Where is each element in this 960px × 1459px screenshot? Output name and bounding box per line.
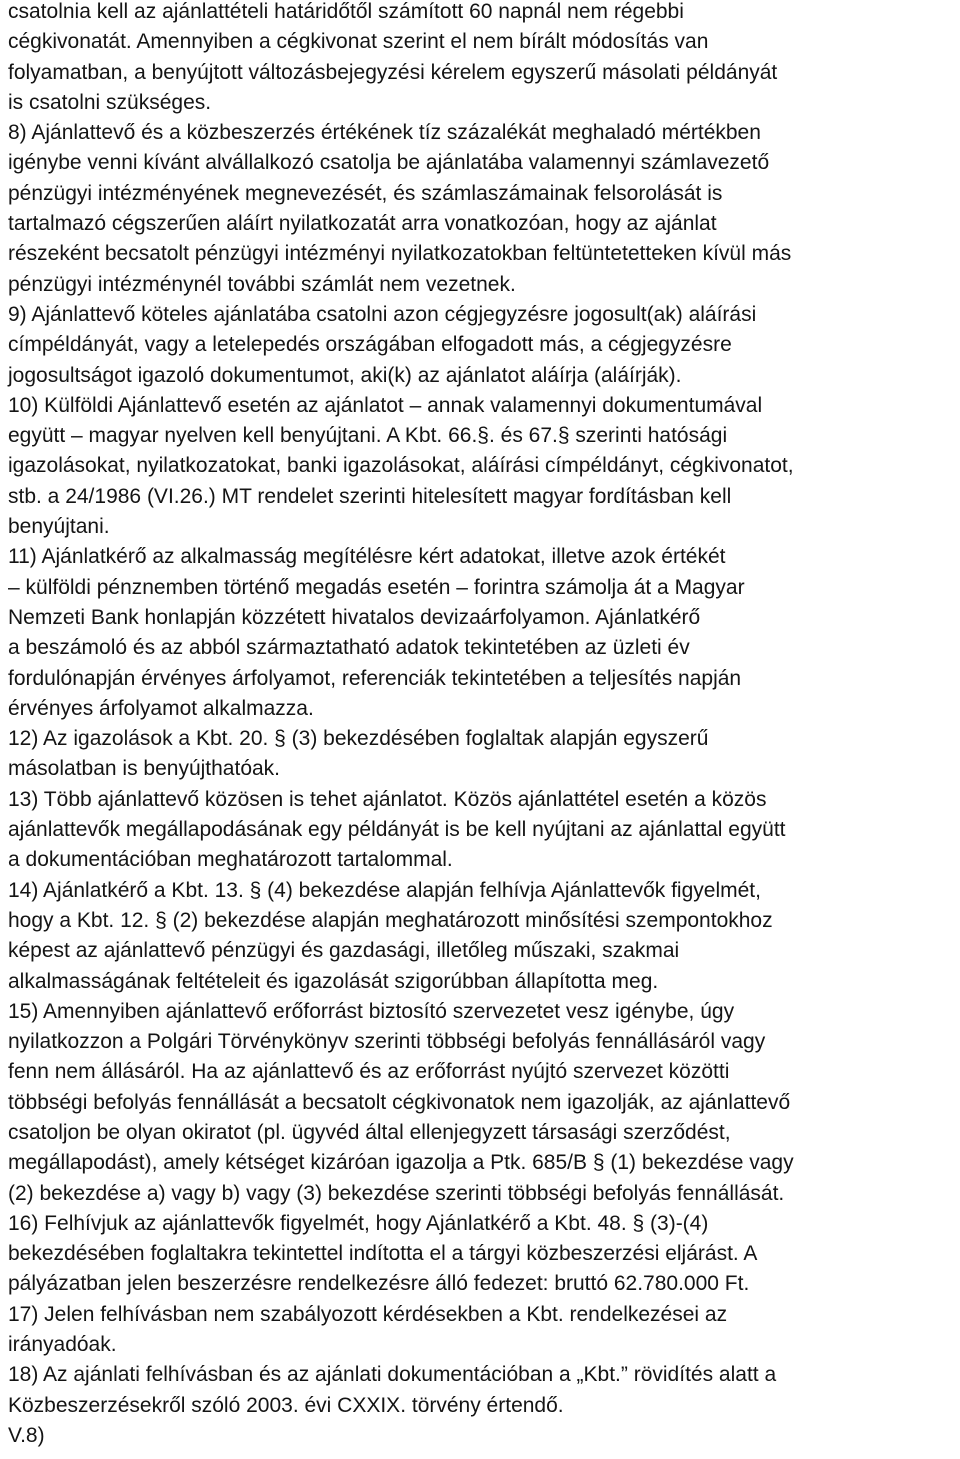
text-line: tartalmazó cégszerűen aláírt nyilatkozatát arra vonatkozóan, hogy az ajánlat [8,212,717,236]
text-line: alkalmasságának feltételeit és igazolását szigorúbban állapította meg. [8,969,659,993]
text-line: Nemzeti Bank honlapján közzétett hivatalos devizaárfolyamon. Ajánlatkérő [8,605,701,629]
item-13-line: 13) Több ajánlattevő közösen is tehet ajánlatot. Közös ajánlattétel esetén a közös [8,787,767,811]
section-heading: V.8) [8,1423,45,1447]
item-9-line: 9) Ajánlattevő köteles ajánlatába csatolni azon cégjegyzésre jogosult(ak) aláírási [8,302,757,326]
text-line: képest az ajánlattevő pénzügyi és gazdasági, illetőleg műszaki, szakmai [8,939,680,963]
text-line: pénzügyi intézményének megnevezését, és számlaszámainak felsorolását is [8,181,723,205]
item-10-line: 10) Külföldi Ajánlattevő esetén az ajánlatot – annak valamennyi dokumentumával [8,393,763,417]
text-line: Közbeszerzésekről szóló 2003. évi CXXIX. törvény értendő. [8,1393,564,1417]
text-line: stb. a 24/1986 (VI.26.) MT rendelet szerinti hitelesített magyar fordításban kell [8,484,732,508]
text-line: folyamatban, a benyújtott változásbejegyzési kérelem egyszerű másolati példányát [8,60,778,84]
text-line: fordulónapján érvényes árfolyamot, referenciák tekintetében a teljesítés napján [8,666,742,690]
item-15-line: 15) Amennyiben ajánlattevő erőforrást biztosító szervezetet vesz igénybe, úgy [8,999,735,1023]
text-line: másolatban is benyújthatóak. [8,757,281,781]
text-line: igénybe venni kívánt alvállalkozó csatolja be ajánlatába valamennyi számlavezető [8,151,770,175]
text-line: részeként becsatolt pénzügyi intézményi nyilatkozatokban feltüntetetteken kívül más [8,242,792,266]
text-line: csatolnia kell az ajánlattételi határidőtől számított 60 napnál nem régebbi [8,0,684,23]
text-line: megállapodást), amely kétséget kizáróan igazolja a Ptk. 685/B § (1) bekezdése vagy [8,1151,794,1175]
item-17-line: 17) Jelen felhívásban nem szabályozott kérdésekben a Kbt. rendelkezései az [8,1302,728,1326]
text-line: csatoljon be olyan okiratot (pl. ügyvéd által ellenjegyzett társasági szerződést, [8,1120,731,1144]
text-line: benyújtani. [8,515,110,539]
item-8-line: 8) Ajánlattevő és a közbeszerzés értékének tíz százalékát meghaladó mértékben [8,121,761,145]
item-16-line: 16) Felhívjuk az ajánlattevők figyelmét, hogy Ajánlatkérő a Kbt. 48. § (3)-(4) [8,1211,709,1235]
item-14-line: 14) Ajánlatkérő a Kbt. 13. § (4) bekezdése alapján felhívja Ajánlattevők figyelmét, [8,878,761,902]
item-18-line: 18) Az ajánlati felhívásban és az ajánlati dokumentációban a „Kbt.” rövidítés alatt a [8,1363,777,1387]
item-11-line: 11) Ajánlatkérő az alkalmasság megítélésre kért adatokat, illetve azok értékét [8,545,726,569]
text-line: fenn nem állásáról. Ha az ajánlattevő és az erőforrást nyújtó szervezet közötti [8,1060,730,1084]
text-line: hogy a Kbt. 12. § (2) bekezdése alapján meghatározott minősítési szempontokhoz [8,908,773,932]
text-line: irányadóak. [8,1333,117,1357]
text-line: cégkivonatát. Amennyiben a cégkivonat szerint el nem bírált módosítás van [8,30,709,54]
text-line: bekezdésében foglaltakra tekintettel indította el a tárgyi közbeszerzési eljárást. A [8,1242,758,1266]
text-line: érvényes árfolyamot alkalmazza. [8,696,314,720]
text-line: jogosultságot igazoló dokumentumot, aki(k) az ajánlatot aláírja (aláírják). [8,363,682,387]
text-line: a dokumentációban meghatározott tartalommal. [8,848,453,872]
item-12-line: 12) Az igazolások a Kbt. 20. § (3) bekezdésében foglaltak alapján egyszerű [8,727,709,751]
text-line: (2) bekezdése a) vagy b) vagy (3) bekezdése szerinti többségi befolyás fennállását. [8,1181,785,1205]
text-line: pénzügyi intézménynél további számlát nem vezetnek. [8,272,516,296]
text-line: pályázatban jelen beszerzésre rendelkezésre álló fedezet: bruttó 62.780.000 Ft. [8,1272,750,1296]
text-line: többségi befolyás fennállását a becsatolt cégkivonatok nem igazolják, az ajánlattevő [8,1090,791,1114]
text-line: igazolásokat, nyilatkozatokat, banki igazolásokat, aláírási címpéldányt, cégkivonatot, [8,454,794,478]
text-line: címpéldányát, vagy a letelepedés országában elfogadott más, a cégjegyzésre [8,333,732,357]
text-line: együtt – magyar nyelven kell benyújtani. A Kbt. 66.§. és 67.§ szerinti hatósági [8,424,728,448]
text-line: ajánlattevők megállapodásának egy példányát is be kell nyújtani az ajánlattal együtt [8,818,786,842]
text-line: – külföldi pénznemben történő megadás esetén – forintra számolja át a Magyar [8,575,745,599]
text-line: is csatolni szükséges. [8,90,212,114]
text-line: a beszámoló és az abból származtatható adatok tekintetében az üzleti év [8,636,690,660]
text-line: nyilatkozzon a Polgári Törvénykönyv szerinti többségi befolyás fennállásáról vagy [8,1030,766,1054]
